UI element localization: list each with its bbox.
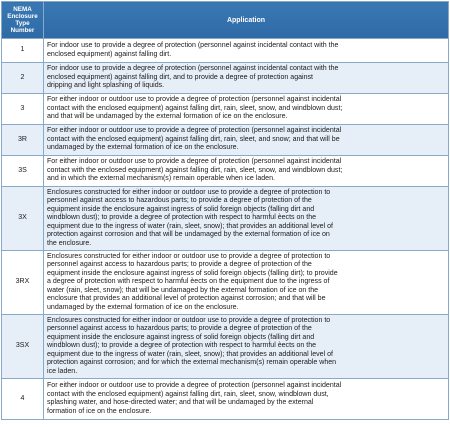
- type-cell: 3RX: [2, 251, 44, 315]
- table-row: [2, 39, 449, 63]
- application-cell: Enclosures constructed for either indoor or outdoor use to provide a degree of protection to personnel against access to hazardous parts; to provide a degree of protection of the equipment inside the enclosure against ingress of solid foreign objects (falling dirt); to provide a degree of protection with respect to harmful èects on the equipment due to the ingress of water (rain, sleet, snow); that will be undamaged by the external formation of ice on the enclosure that provides an additional level of protection against corrosion; and that will be undamaged by the external formation of ice on the enclosure.: [44, 251, 449, 315]
- table-row: [2, 379, 449, 420]
- table-row: [2, 187, 449, 251]
- table-row: [2, 251, 449, 315]
- application-cell: Enclosures constructed for either indoor or outdoor use to provide a degree of protection to personnel against access to hazardous parts; to provide a degree of protection of the equipment inside the enclosure against ingress of solid foreign objects (falling dirt and windblown dust); to provide a degree of protection with respect to harmful èects on the equipment due to the ingress of water (rain, sleet, snow); that provides an additional level of protection against corrosion; and for which the external mechanism(s) remain operable when ice laden.: [44, 315, 449, 379]
- table-row: [2, 156, 449, 187]
- table-row: [2, 63, 449, 94]
- type-cell: 3S: [2, 156, 44, 187]
- header-application: Application: [44, 2, 449, 39]
- nema-enclosure-table: [1, 1, 449, 420]
- application-cell: For either indoor or outdoor use to provide a degree of protection (personnel against incidental contact with the enclosed equipment) against falling dirt, rain, sleet, snow, and windblown dust; and in which the external mechanism(s) remain operable when ice laden.: [44, 156, 449, 187]
- type-cell: 2: [2, 63, 44, 94]
- type-cell: 3SX: [2, 315, 44, 379]
- table-row: [2, 315, 449, 379]
- application-cell: For indoor use to provide a degree of protection (personnel against incidental contact with the enclosed equipment) against falling dirt, and to provide a degree of protection against dripping and light splashing of liquids.: [44, 63, 449, 94]
- type-cell: 3R: [2, 125, 44, 156]
- type-cell: 4: [2, 379, 44, 420]
- header-type-number: NEMA Enclosure Type Number: [2, 2, 44, 39]
- application-cell: For either indoor or outdoor use to provide a degree of protection (personnel against incidental contact with the enclosed equipment) against falling dirt, rain, sleet, snow, windblown dust, splashing water, and hose-directed water; and that will be undamaged by the external formation of ice on the enclosure.: [44, 379, 449, 420]
- type-cell: 3X: [2, 187, 44, 251]
- table-row: [2, 94, 449, 125]
- application-cell: Enclosures constructed for either indoor or outdoor use to provide a degree of protection to personnel against access to hazardous parts; to provide a degree of protection of the equipment inside the enclosure against ingress of solid foreign objects (falling dirt and windblown dust); to provide a degree of protection with respect to harmful èects on the equipment due to the ingress of water (rain, sleet, snow); that provides an additional level of protection against corrosion and that will be undamaged by the external formation of ice on the enclosure.: [44, 187, 449, 251]
- application-cell: For either indoor or outdoor use to provide a degree of protection (personnel against incidental contact with the enclosed equipment) against falling dirt, rain, sleet, snow, and windblown dust; and that will be undamaged by the external formation of ice on the enclosure.: [44, 94, 449, 125]
- application-cell: For either indoor or outdoor use to provide a degree of protection (personnel against incidental contact with the enclosed equipment) against falling dirt, rain, sleet, and snow; and that will be undamaged by the external formation of ice on the enclosure.: [44, 125, 449, 156]
- type-cell: 1: [2, 39, 44, 63]
- header-row: [2, 2, 449, 39]
- application-cell: For indoor use to provide a degree of protection (personnel against incidental contact with the enclosed equipment) against falling dirt.: [44, 39, 449, 63]
- table-row: [2, 125, 449, 156]
- type-cell: 3: [2, 94, 44, 125]
